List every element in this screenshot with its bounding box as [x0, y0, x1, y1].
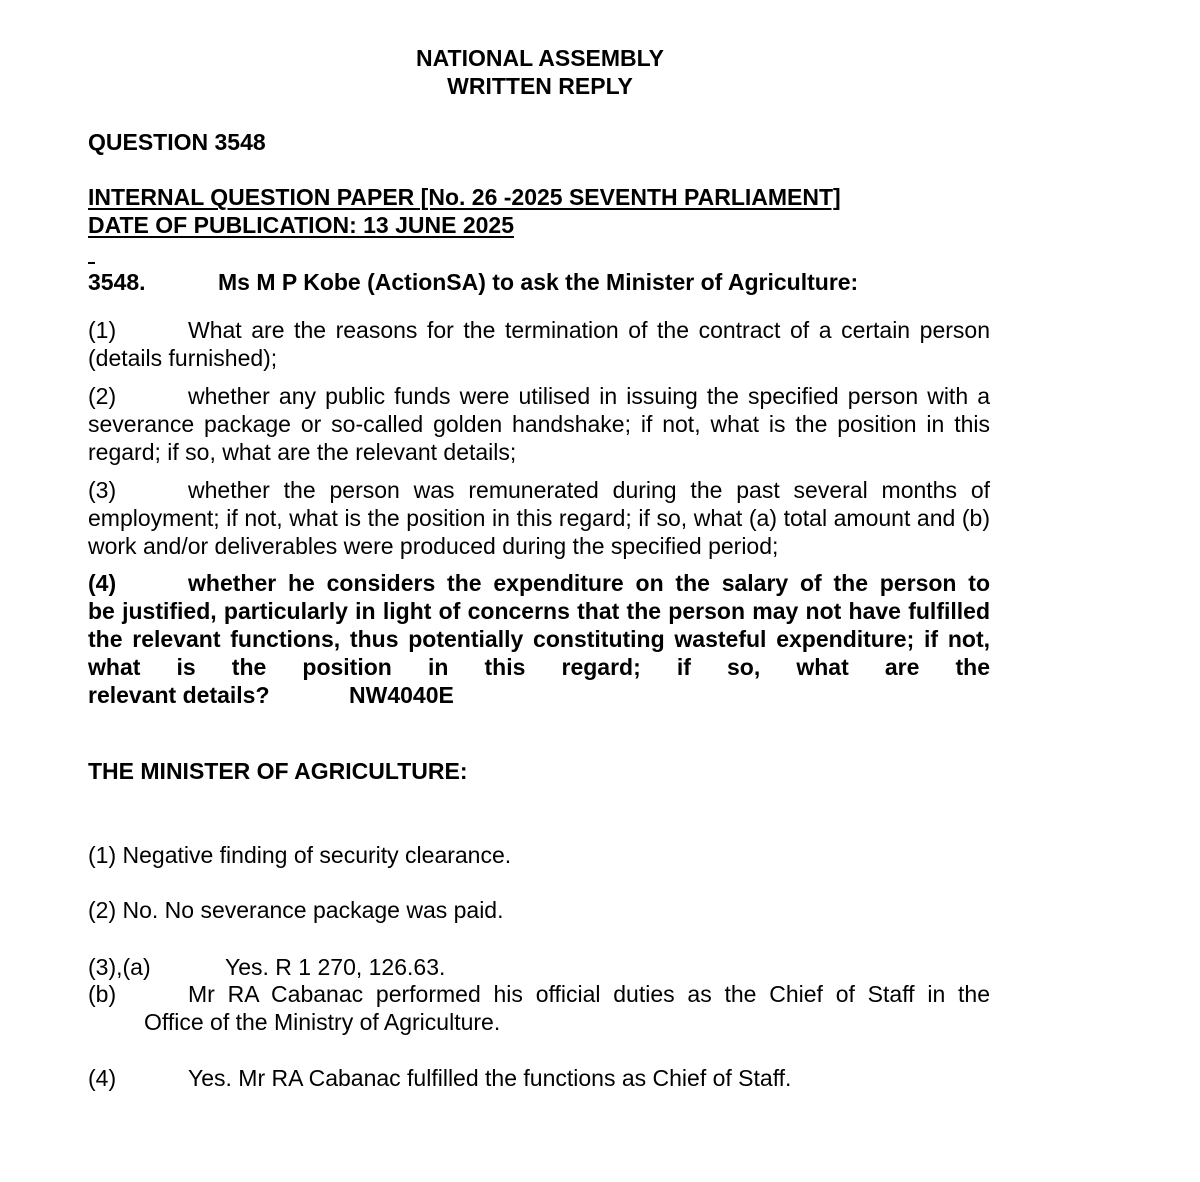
- part-1-label: (1): [88, 317, 117, 343]
- part-2-rest: severance package or so-called golden handshake; if not, what is the position in this regard; if so, what are the relevant details;: [88, 411, 990, 465]
- question-part-3: [88, 476, 990, 560]
- answer-3b-first-line: Mr RA Cabanac performed his official duties as the Chief of Staff in the: [188, 981, 990, 1007]
- question-part-4: [88, 569, 990, 709]
- question-part-1: [88, 316, 990, 372]
- publication-date: DATE OF PUBLICATION: 13 JUNE 2025: [88, 212, 515, 238]
- part-3-label: (3): [88, 477, 117, 503]
- part-3-rest: employment; if not, what is the position in this regard; if so, what (a) total amount and (b) work and/or deliverables were produced during the specified period;: [88, 505, 990, 559]
- part-2-first-line: whether any public funds were utilised in issuing the specified person with a: [188, 383, 990, 409]
- question-paper-info: [88, 183, 841, 239]
- question-reference: NW4040E: [349, 682, 454, 708]
- part-4-first-line: whether he considers the expenditure on the salary of the person to: [188, 570, 990, 596]
- part-1-rest: (details furnished);: [88, 345, 278, 371]
- reply-heading: THE MINISTER OF AGRICULTURE:: [88, 758, 468, 784]
- answer-1: (1) Negative finding of security clearance.: [88, 842, 512, 868]
- part-4-label: (4): [88, 570, 117, 596]
- part-4-rest: be justified, particularly in light of concerns that the person may not have fulfilled the relevant functions, thus potentially constituting wasteful expenditure; if not, what is the position in this regard; if so, what are the: [88, 598, 990, 680]
- part-4-last-line: relevant details?: [88, 682, 270, 708]
- part-1-first-line: What are the reasons for the termination of the contract of a certain person: [188, 317, 990, 343]
- document-header: [0, 44, 1080, 100]
- part-2-label: (2): [88, 383, 117, 409]
- header-line-2: WRITTEN REPLY: [447, 73, 633, 99]
- answer-3b-rest: Office of the Ministry of Agriculture.: [144, 1009, 501, 1035]
- answer-4-text: Yes. Mr RA Cabanac fulfilled the functions as Chief of Staff.: [188, 1065, 792, 1091]
- part-3-first-line: whether the person was remunerated during the past several months of: [188, 477, 990, 503]
- question-number: 3548.: [88, 269, 146, 295]
- answer-3a-label: (3),(a): [88, 954, 151, 980]
- question-part-2: [88, 382, 990, 466]
- answer-2: (2) No. No severance package was paid.: [88, 897, 504, 923]
- question-number-label: QUESTION 3548: [88, 129, 266, 155]
- question-asker: Ms M P Kobe (ActionSA) to ask the Minister of Agriculture:: [218, 269, 859, 295]
- paper-line-1: INTERNAL QUESTION PAPER [No. 26 -2025 SEVENTH PARLIAMENT]: [88, 184, 841, 210]
- answer-3b-label: (b): [88, 981, 117, 1007]
- header-line-1: NATIONAL ASSEMBLY: [416, 45, 664, 71]
- answer-4-label: (4): [88, 1065, 117, 1091]
- tick-mark: [88, 262, 95, 264]
- answer-3a-text: Yes. R 1 270, 126.63.: [225, 954, 446, 980]
